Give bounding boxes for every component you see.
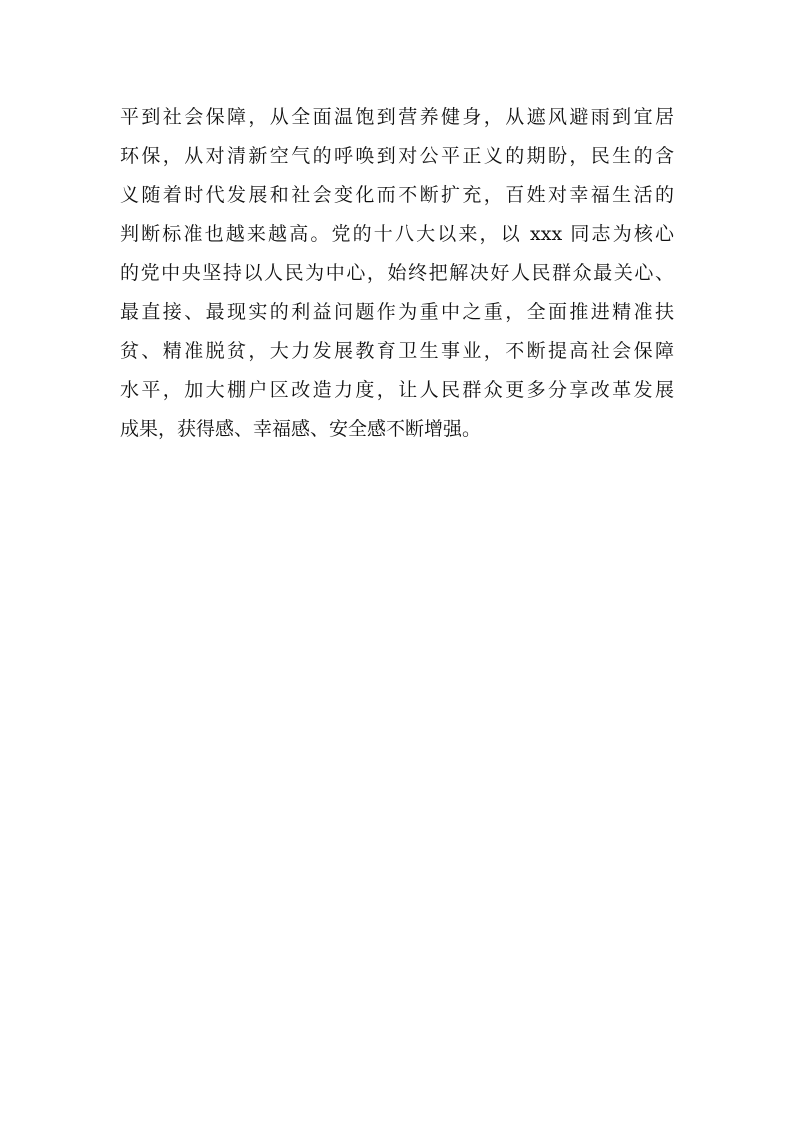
text-line: 环保，从对清新空气的呼唤到对公平正义的期盼，民生的含 [120,145,674,167]
text-line: 义随着时代发展和社会变化而不断扩充，百姓对幸福生活的 [120,184,674,206]
text-line: 成果，获得感、幸福感、安全感不断增强。 [120,418,482,440]
text-line: 平到社会保障，从全面温饱到营养健身，从遮风避雨到宜居 [120,106,674,128]
text-line: 判断标准也越来越高。党的十八大以来，以 xxx 同志为核心 [120,223,674,245]
text-line: 水平，加大棚户区改造力度，让人民群众更多分享改革发展 [120,379,674,401]
text-line: 的党中央坚持以人民为中心，始终把解决好人民群众最关心、 [120,262,674,284]
text-line: 贫、精准脱贫，大力发展教育卫生事业，不断提高社会保障 [120,340,674,362]
body-paragraph [120,98,674,449]
text-line: 最直接、最现实的利益问题作为重中之重，全面推进精准扶 [120,301,674,323]
